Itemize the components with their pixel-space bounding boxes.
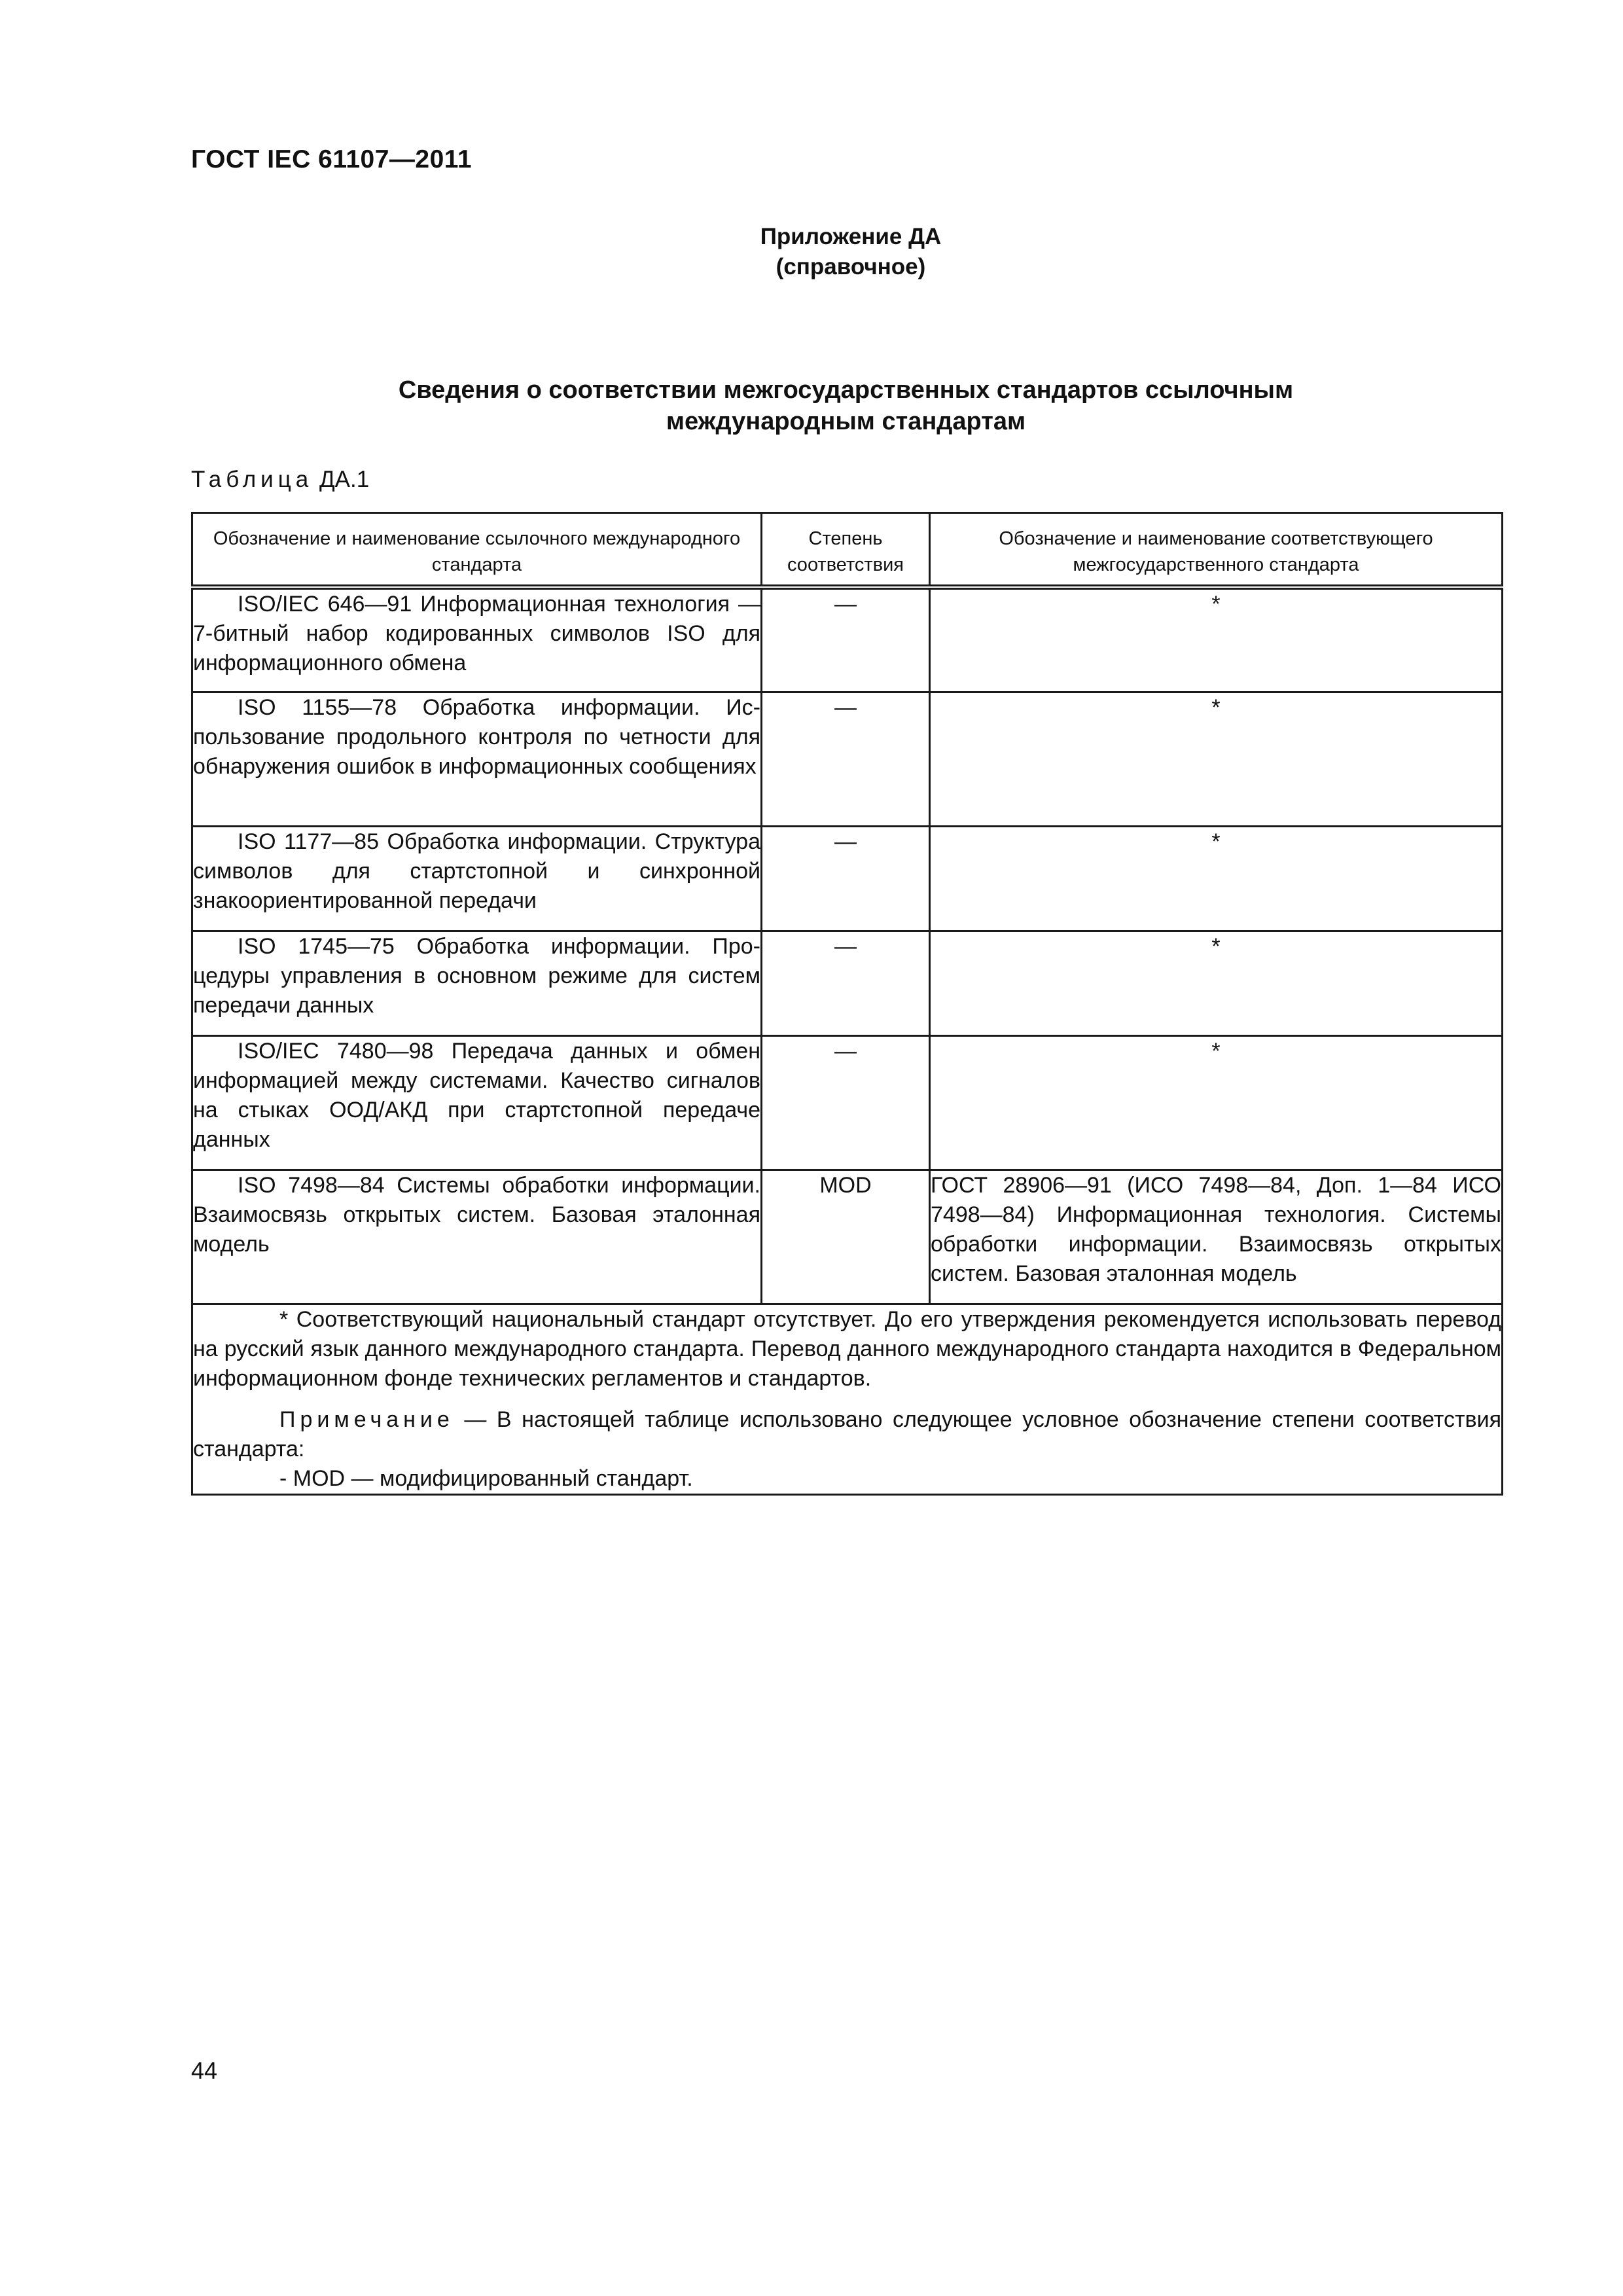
- interstate-standard-cell: *: [930, 826, 1503, 931]
- table-row: [192, 931, 1503, 1035]
- ref-standard-cell: [192, 931, 762, 1035]
- table-row: [192, 587, 1503, 692]
- degree-cell: —: [762, 826, 930, 931]
- table-footer-cell: [192, 1304, 1503, 1494]
- interstate-standard-cell: *: [930, 692, 1503, 826]
- footnote-text: * Соответствующий национальный стандарт отсутствует. До его утверждения рекомендуется использовать перевод на русский язык данного международного стандарта. Перевод данного международного стандарта находится в Федеральном информационном фонде технических регламентов и стандартов.: [193, 1306, 1501, 1391]
- degree-cell: —: [762, 1035, 930, 1170]
- ref-standard-text: ISO/IEC 7480—98 Передача данных и обмен информацией между системами. Качество сигналов на стыках ООД/АКД при стартстопной передаче данных: [193, 1038, 760, 1152]
- degree-cell: —: [762, 692, 930, 826]
- ref-standard-cell: [192, 1170, 762, 1304]
- table-row: [192, 692, 1503, 826]
- table-row: [192, 1035, 1503, 1170]
- header-interstate-standard: Обозначение и наименование соответствующего межгосударственного стандарта: [930, 513, 1503, 588]
- interstate-standard-cell: *: [930, 1035, 1503, 1170]
- interstate-standard-cell: *: [930, 931, 1503, 1035]
- degree-cell: MOD: [762, 1170, 930, 1304]
- ref-standard-text: ISO 7498—84 Системы обработки информации. Взаимосвязь открытых систем. Базовая эталонная модель: [193, 1172, 760, 1257]
- note-item: - MOD — модифицированный стандарт.: [279, 1465, 693, 1491]
- note-word: Примечание: [279, 1407, 454, 1432]
- ref-standard-cell: [192, 826, 762, 931]
- interstate-standard-cell: ГОСТ 28906—91 (ИСО 7498—84, Доп. 1—84 ИСО 7498—84) Информационная технология. Системы обработки информации. Взаимосвязь открытых систем. Базовая эталонная модель: [930, 1170, 1503, 1304]
- ref-standard-cell: [192, 587, 762, 692]
- ref-standard-cell: [192, 692, 762, 826]
- appendix-kind: (справочное): [776, 254, 926, 279]
- table-row: [192, 826, 1503, 931]
- table-header-row: [192, 513, 1503, 588]
- standards-correspondence-table: [191, 512, 1503, 1496]
- document-heading: [190, 374, 1502, 437]
- table-footer-row: [192, 1304, 1503, 1494]
- note-paragraph: [193, 1405, 1501, 1464]
- interstate-standard-cell: *: [930, 587, 1503, 692]
- header-degree: Степень соответствия: [762, 513, 930, 588]
- heading-line-1: Сведения о соответствии межгосударственных стандартов ссылочным: [398, 376, 1294, 404]
- ref-standard-text: ISO 1155—78 Обработка информации. Использование продольного контроля по четности для обнаружения ошибок в информационных сообщениях: [193, 694, 760, 779]
- table-row: [192, 1170, 1503, 1304]
- table-caption-word: Таблица: [191, 467, 313, 492]
- note-text: — В настоящей таблице использовано следующее условное обозначение степени соответствия стандарта:: [193, 1407, 1501, 1462]
- table-caption: [191, 467, 369, 493]
- page-number: 44: [191, 2057, 218, 2084]
- degree-cell: —: [762, 931, 930, 1035]
- heading-line-2: международным стандартам: [666, 408, 1026, 435]
- ref-standard-cell: [192, 1035, 762, 1170]
- table-caption-number: ДА.1: [319, 467, 370, 492]
- appendix-title: Приложение ДА: [760, 224, 942, 249]
- ref-standard-text: ISO 1177—85 Обработка информации. Структура символов для стартстопной и синхронной знакоориентированной передачи: [193, 829, 760, 913]
- document-code: ГОСТ IEC 61107—2011: [191, 145, 473, 173]
- ref-standard-text: ISO/IEC 646—91 Информационная технология — 7-битный набор кодированных символов ISO для информационного обмена: [193, 592, 760, 675]
- ref-standard-text: ISO 1745—75 Обработка информации. Процедуры управления в основном режиме для систем передачи данных: [193, 933, 760, 1018]
- header-ref-standard: Обозначение и наименование ссылочного международного стандарта: [192, 513, 762, 588]
- degree-cell: —: [762, 587, 930, 692]
